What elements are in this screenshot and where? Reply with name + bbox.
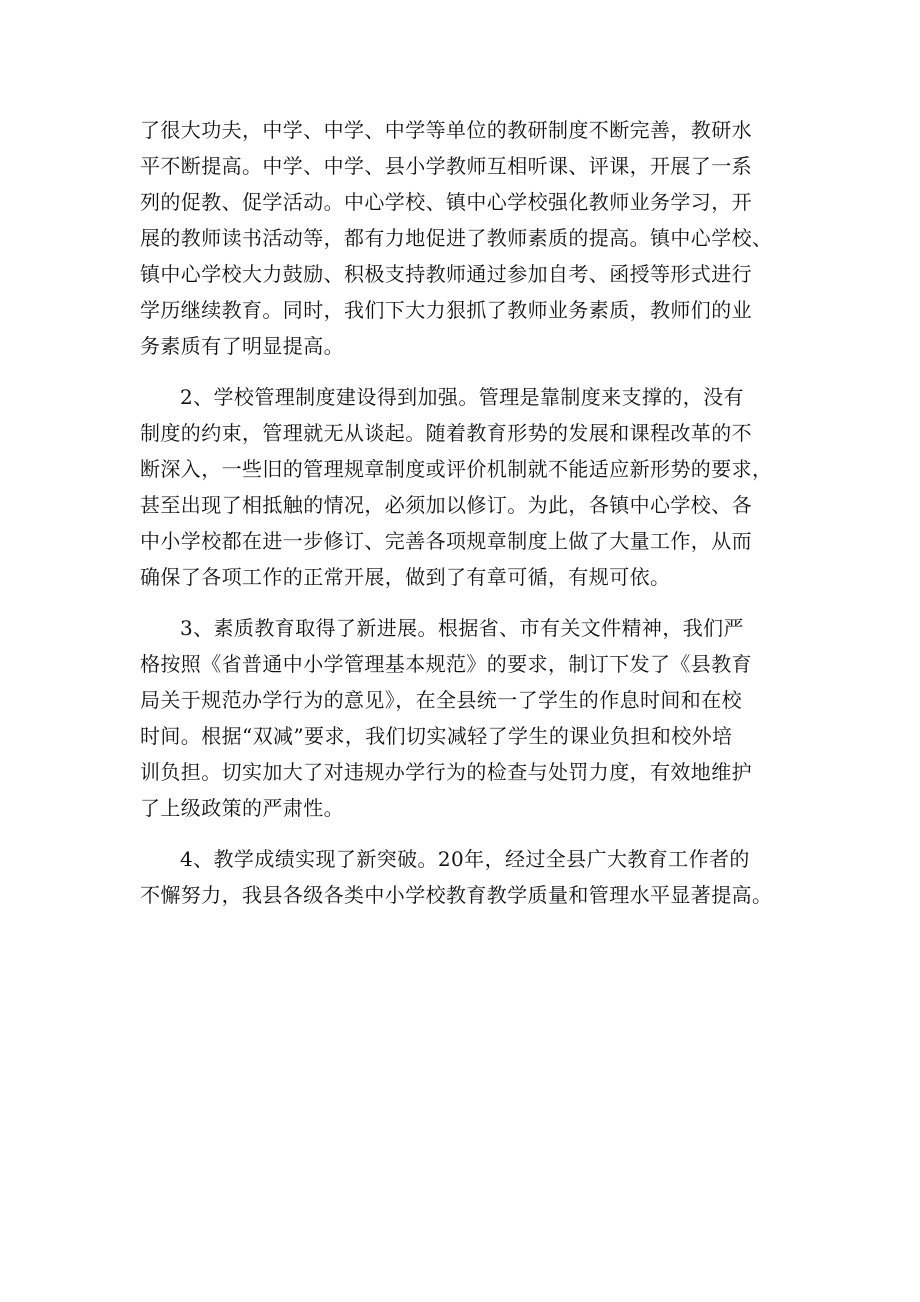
text-line: 展的教师读书活动等，都有力地促进了教师素质的提高。镇中心学校、 xyxy=(140,226,773,250)
text-line: 2、学校管理制度建设得到加强。管理是靠制度来支撑的，没有 xyxy=(180,385,744,409)
text-line: 不懈努力，我县各级各类中小学校教育教学质量和管理水平显著提高。 xyxy=(140,883,773,907)
text-line: 格按照《省普通中小学管理基本规范》的要求，制订下发了《县教育 xyxy=(140,652,752,676)
text-line: 断深入，一些旧的管理规章制度或评价机制就不能适应新形势的要求， xyxy=(140,457,773,481)
text-line: 列的促教、促学活动。中心学校、镇中心学校强化教师业务学习，开 xyxy=(140,190,752,214)
text-line: 时间。根据“双减”要求，我们切实减轻了学生的课业负担和校外培 xyxy=(140,724,733,748)
text-line: 甚至出现了相抵触的情况，必须加以修订。为此，各镇中心学校、各 xyxy=(140,493,752,517)
paragraph-4 xyxy=(140,841,792,913)
text-line: 确保了各项工作的正常开展，做到了有章可循，有规可依。 xyxy=(140,565,671,589)
text-line: 学历继续教育。同时，我们下大力狠抓了教师业务素质，教师们的业 xyxy=(140,298,752,322)
text-line: 3、素质教育取得了新进展。根据省、市有关文件精神，我们严 xyxy=(180,616,744,640)
text-line: 局关于规范办学行为的意见》，在全县统一了学生的作息时间和在校 xyxy=(140,688,742,712)
document-page xyxy=(140,112,792,928)
paragraph-3 xyxy=(140,610,792,826)
text-line: 平不断提高。中学、中学、县小学教师互相听课、评课，开展了一系 xyxy=(140,154,752,178)
text-line: 了上级政策的严肃性。 xyxy=(140,796,344,820)
text-line: 镇中心学校大力鼓励、积极支持教师通过参加自考、函授等形式进行 xyxy=(140,262,752,286)
text-line: 了很大功夫，中学、中学、中学等单位的教研制度不断完善，教研水 xyxy=(140,118,752,142)
paragraph-2 xyxy=(140,379,792,595)
text-line: 务素质有了明显提高。 xyxy=(140,334,344,358)
text-line: 中小学校都在进一步修订、完善各项规章制度上做了大量工作，从而 xyxy=(140,529,752,553)
text-line: 训负担。切实加大了对违规办学行为的检查与处罚力度，有效地维护 xyxy=(140,760,752,784)
text-line: 制度的约束，管理就无从谈起。随着教育形势的发展和课程改革的不 xyxy=(140,421,752,445)
text-line: 4、教学成绩实现了新突破。20年，经过全县广大教育工作者的 xyxy=(180,847,750,871)
paragraph-1 xyxy=(140,112,792,364)
